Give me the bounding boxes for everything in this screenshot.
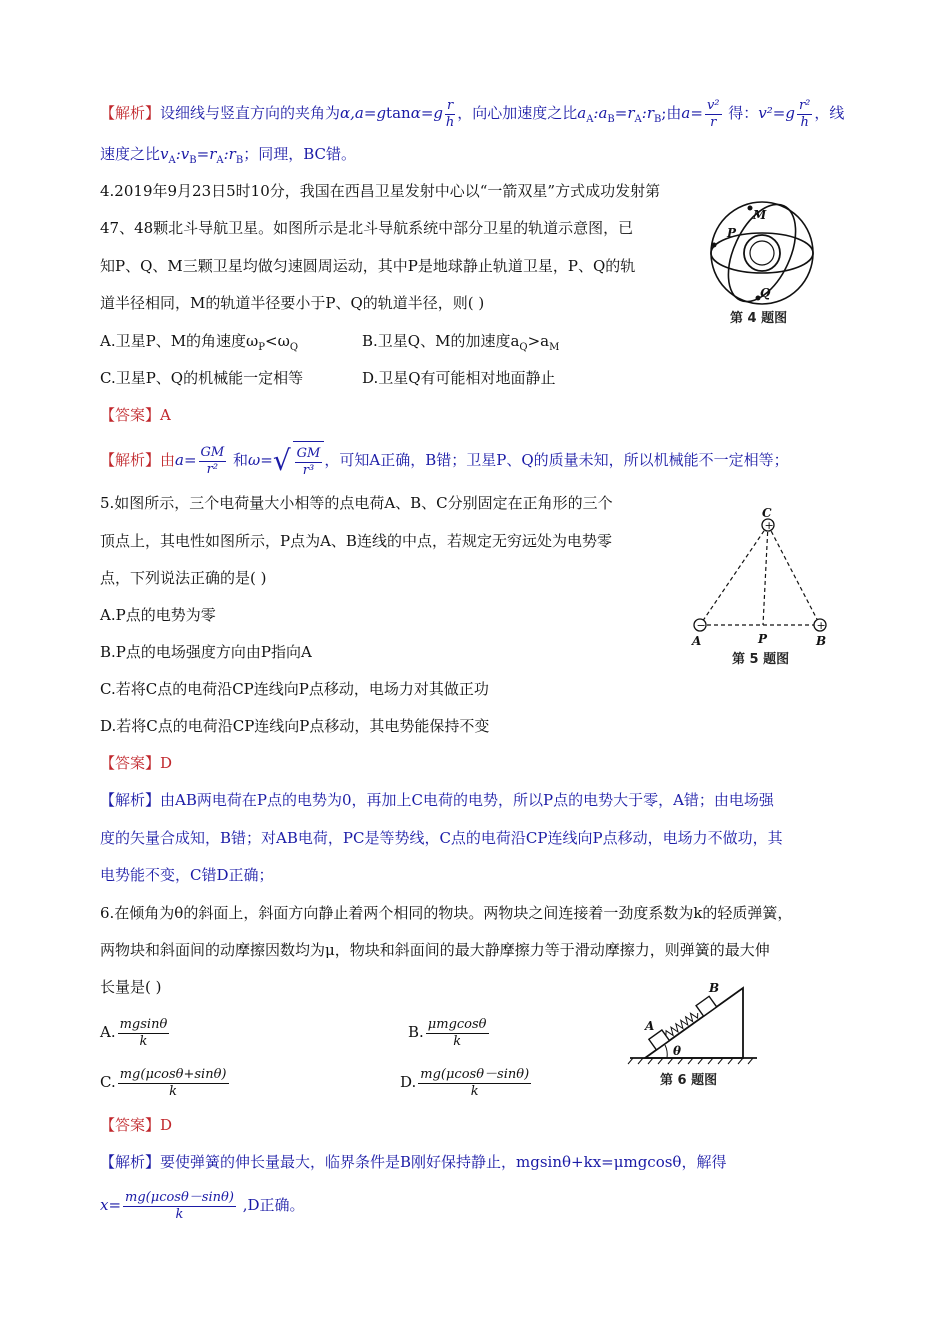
fraction-r-h xyxy=(445,98,455,131)
numerator: v² xyxy=(706,97,720,113)
q5-stem-line2: 顶点上，其电性如图所示，P点为A、B连线的中点，若规定无穷远处为电势零 xyxy=(100,532,612,550)
plus-sign-c: + xyxy=(764,519,774,532)
subscript: P xyxy=(258,342,266,353)
text: 设细线与竖直方向的夹角为 xyxy=(160,104,341,122)
text: A.卫星P、M的角速度ω xyxy=(100,332,259,350)
q4-stem-line1: 4.2019年9月23日5时10分，我国在西昌卫星发射中心以“一箭双星”方式成功发射第 xyxy=(100,182,661,200)
q6-stem-line1: 6.在倾角为θ的斜面上，斜面方向静止着两个相同的物块。两物块之间连接着一劲度系数为k的轻质弹簧， xyxy=(100,904,793,922)
numerator: GM xyxy=(296,446,321,461)
option-label: D. xyxy=(400,1073,417,1091)
q4-option-c: C.卫星P、Q的机械能一定相等 xyxy=(100,369,304,387)
plus-sign-b: + xyxy=(816,619,826,632)
text: 和 xyxy=(228,451,249,469)
q5-option-a: A.P点的电势为零 xyxy=(100,606,216,624)
denominator: h xyxy=(445,114,455,130)
text: a= xyxy=(175,451,197,469)
numerator: μmgcosθ xyxy=(427,1016,487,1032)
denominator: r³ xyxy=(302,463,315,478)
figure-caption: 第 4 题图 xyxy=(730,311,788,326)
denominator: k xyxy=(175,1206,184,1222)
text: ω= xyxy=(248,451,273,469)
q6-analysis-line2 xyxy=(100,1185,305,1225)
text: :v xyxy=(175,145,190,163)
label-c: C xyxy=(762,506,772,520)
label-theta: θ xyxy=(673,1044,682,1058)
text: ;由 xyxy=(661,104,682,122)
q5-analysis-line3: 电势能不变，C错D正确； xyxy=(100,866,274,884)
fraction-gm-r3 xyxy=(295,446,323,479)
numerator: mg(μcosθ－sinθ) xyxy=(125,1189,234,1205)
q4-stem-line2: 47、48颗北斗导航卫星。如图所示是北斗导航系统中部分卫星的轨道示意图，已 xyxy=(100,219,634,237)
q6-incline-figure xyxy=(625,978,765,1093)
label-q: Q xyxy=(760,286,771,300)
q6-option-d xyxy=(400,1062,533,1102)
denominator: k xyxy=(470,1083,479,1099)
minus-sign-a: − xyxy=(696,619,706,632)
q5-stem-line1: 5.如图所示，三个电荷量大小相等的点电荷A、B、C分别固定在正角形的三个 xyxy=(100,494,613,512)
figure-caption: 第 5 题图 xyxy=(732,652,790,667)
q6-stem-line3: 长量是( ) xyxy=(100,978,162,996)
q5-answer: 【答案】D xyxy=(100,754,173,772)
text: 得： xyxy=(723,104,759,122)
option-label: A. xyxy=(100,1023,116,1041)
numerator: mg(μcosθ+sinθ) xyxy=(119,1066,227,1082)
subscript: A xyxy=(586,114,594,125)
denominator: r² xyxy=(206,461,219,477)
q4-stem-line4: 道半径相同，M的轨道半径要小于P、Q的轨道半径，则( ) xyxy=(100,294,485,312)
text: a xyxy=(577,104,587,122)
subscript: B xyxy=(235,155,244,166)
label-m: M xyxy=(753,208,767,222)
text: :r xyxy=(223,145,236,163)
denominator: r xyxy=(710,114,717,130)
text: α=g xyxy=(410,104,443,122)
subscript: B xyxy=(654,114,662,125)
sqrt-body xyxy=(293,441,325,482)
q4-answer: 【答案】A xyxy=(100,406,171,424)
fraction-v2-r xyxy=(705,98,722,131)
q6-answer: 【答案】D xyxy=(100,1116,173,1134)
subscript: Q xyxy=(519,342,528,353)
numerator: GM xyxy=(200,444,225,460)
q5-option-b: B.P点的电场强度方向由P指向A xyxy=(100,643,312,661)
text: v²=g xyxy=(758,104,795,122)
q5-analysis-line1: 【解析】由AB两电荷在P点的电势为0，再加上C电荷的电势，所以P点的电势大于零，A错；由电场强 xyxy=(100,791,774,809)
subscript: M xyxy=(549,342,560,353)
q3-analysis-line1 xyxy=(100,96,844,130)
text: ,D正确。 xyxy=(237,1196,305,1214)
q4-option-d: D.卫星Q有可能相对地面静止 xyxy=(362,369,556,387)
text: ，可知A正确，B错；卫星P、Q的质量未知，所以机械能不一定相等； xyxy=(324,451,789,469)
q5-option-c: C.若将C点的电荷沿CP连线向P点移动，电场力对其做正功 xyxy=(100,680,489,698)
q4-option-b xyxy=(362,331,559,358)
subscript: A xyxy=(634,114,642,125)
numerator: r² xyxy=(798,97,811,113)
text: :a xyxy=(593,104,608,122)
subscript: Q xyxy=(289,342,299,353)
q6-option-b xyxy=(408,1012,491,1052)
q5-option-d: D.若将C点的电荷沿CP连线向P点移动，其电势能保持不变 xyxy=(100,717,490,735)
label-b: B xyxy=(816,634,827,648)
fraction xyxy=(123,1190,236,1223)
label-p: P xyxy=(727,226,737,240)
q3-analysis-line2 xyxy=(100,144,356,171)
text: ，向心加速度之比 xyxy=(457,104,578,122)
q4-option-a xyxy=(100,331,298,358)
q6-option-a xyxy=(100,1012,171,1052)
text: <ω xyxy=(265,332,290,350)
q6-option-c xyxy=(100,1062,231,1102)
satellite-m-dot xyxy=(748,206,753,211)
text: =r xyxy=(614,104,635,122)
analysis-tag: 【解析】由 xyxy=(100,451,176,469)
label-a: A xyxy=(692,634,702,648)
text: tan xyxy=(386,104,411,122)
text: ；同理，BC错。 xyxy=(243,145,356,163)
q4-analysis xyxy=(100,440,789,480)
fraction-r2-h xyxy=(797,98,812,131)
q5-triangle-figure xyxy=(680,495,840,670)
figure-caption: 第 6 题图 xyxy=(660,1073,718,1088)
q3-analysis-tag: 【解析】 xyxy=(100,104,161,122)
label-a: A xyxy=(645,1019,655,1033)
text: :r xyxy=(641,104,654,122)
denominator: h xyxy=(800,114,809,130)
text: >a xyxy=(527,332,550,350)
text: v xyxy=(160,145,169,163)
fraction xyxy=(118,1067,229,1100)
denominator: k xyxy=(139,1033,148,1049)
text: ，线 xyxy=(814,104,845,122)
subscript: A xyxy=(216,155,224,166)
text: x= xyxy=(100,1196,122,1214)
option-label: B. xyxy=(408,1023,424,1041)
numerator: mgsinθ xyxy=(119,1016,168,1032)
numerator: mg(μcosθ－sinθ) xyxy=(420,1066,530,1082)
text: a= xyxy=(681,104,703,122)
subscript: B xyxy=(189,155,197,166)
text: =r xyxy=(196,145,217,163)
label-p: P xyxy=(758,632,768,646)
q6-analysis-line1: 【解析】要使弹簧的伸长量最大，临界条件是B刚好保持静止，mgsinθ+kx=μmgcosθ，解得 xyxy=(100,1153,727,1171)
denominator: k xyxy=(453,1033,462,1049)
fraction-gm-r2 xyxy=(199,445,227,478)
q6-stem-line2: 两物块和斜面间的动摩擦因数均为μ，物块和斜面间的最大静摩擦力等于滑动摩擦力，则弹簧的最大伸 xyxy=(100,941,770,959)
q5-analysis-line2: 度的矢量合成知，B错；对AB电荷，PC是等势线，C点的电荷沿CP连线向P点移动，电场力不做功，其 xyxy=(100,829,783,847)
option-label: C. xyxy=(100,1073,116,1091)
numerator: r xyxy=(447,97,454,113)
label-b: B xyxy=(709,981,720,995)
denominator: k xyxy=(169,1083,178,1099)
q4-orbit-figure xyxy=(700,185,830,330)
subscript: B xyxy=(607,114,615,125)
text: B.卫星Q、M的加速度a xyxy=(362,332,520,350)
fraction xyxy=(426,1017,489,1050)
text: α,a=g xyxy=(340,104,387,122)
sqrt-sign: √ xyxy=(272,444,291,477)
fraction xyxy=(418,1067,531,1100)
q5-stem-line3: 点，下列说法正确的是( ) xyxy=(100,569,267,587)
satellite-p-dot xyxy=(712,243,717,248)
text: 速度之比 xyxy=(100,145,161,163)
subscript: A xyxy=(168,155,176,166)
fraction xyxy=(118,1017,170,1050)
q4-stem-line3: 知P、Q、M三颗卫星均做匀速圆周运动，其中P是地球静止轨道卫星，P、Q的轨 xyxy=(100,257,636,275)
